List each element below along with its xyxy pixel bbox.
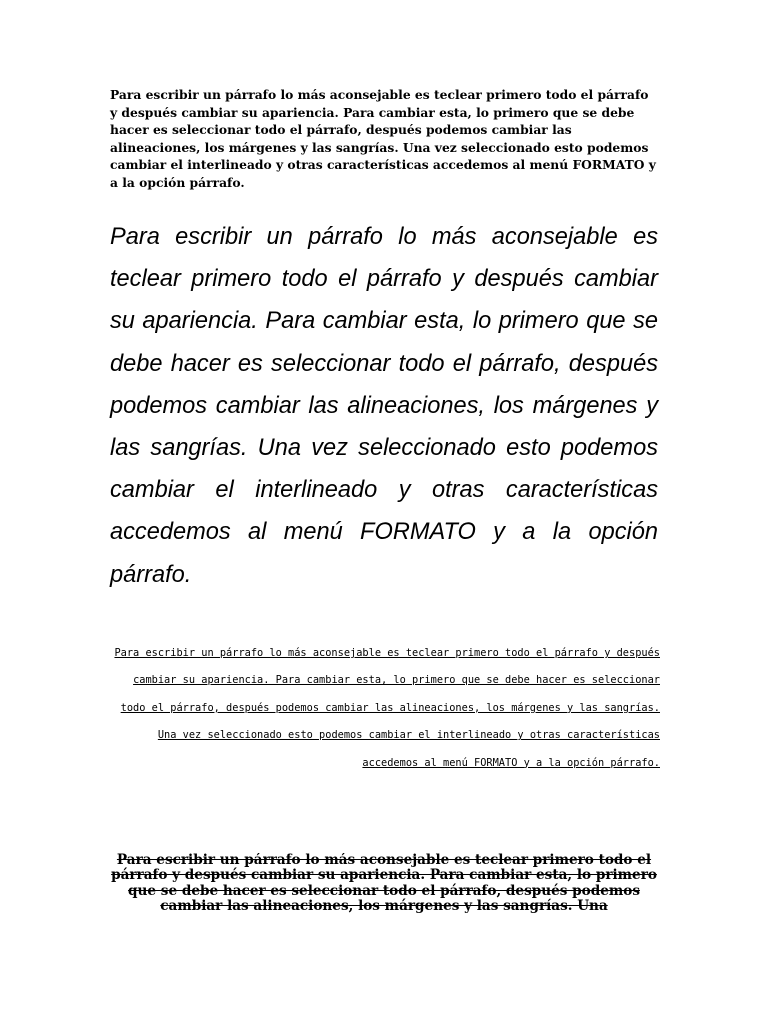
paragraph-strikethrough-center: Para escribir un párrafo lo más aconsejable es teclear primero todo el párrafo y después cambiar su apariencia. Para cambiar esta, lo primero que se debe hacer es seleccionar todo el párrafo, después podemos cambiar las alineaciones, los márgenes y las sangrías. Una	[111, 853, 657, 915]
paragraph-underlined-right: Para escribir un párrafo lo más aconsejable es teclear primero todo el párrafo y después cambiar su apariencia. Para cambiar esta, lo primero que se debe hacer es seleccionar todo el párrafo, después podemos cambiar las alineaciones, los márgenes y las sangrías. Una vez seleccionado esto podemos cambiar el interlineado y otras características accedemos al menú FORMATO y a la opción párrafo.	[114, 647, 660, 769]
paragraph-bold-serif: Para escribir un párrafo lo más aconsejable es teclear primero todo el párrafo y después cambiar su apariencia. Para cambiar esta, lo primero que se debe hacer es seleccionar todo el párrafo, después podemos cambiar las alineaciones, los márgenes y las sangrías. Una vez seleccionado esto podemos cambiar el interlineado y otras características accedemos al menú FORMATO y a la opción párrafo.	[110, 87, 656, 190]
paragraph-italic-justified: Para escribir un párrafo lo más aconsejable es teclear primero todo el párrafo y después cambiar su apariencia. Para cambiar esta, lo primero que se debe hacer es seleccionar todo el párrafo, después podemos cambiar las alineaciones, los márgenes y las sangrías. Una vez seleccionado esto podemos cambiar el interlineado y otras características accedemos al menú FORMATO y a la opción párrafo.	[110, 224, 658, 588]
